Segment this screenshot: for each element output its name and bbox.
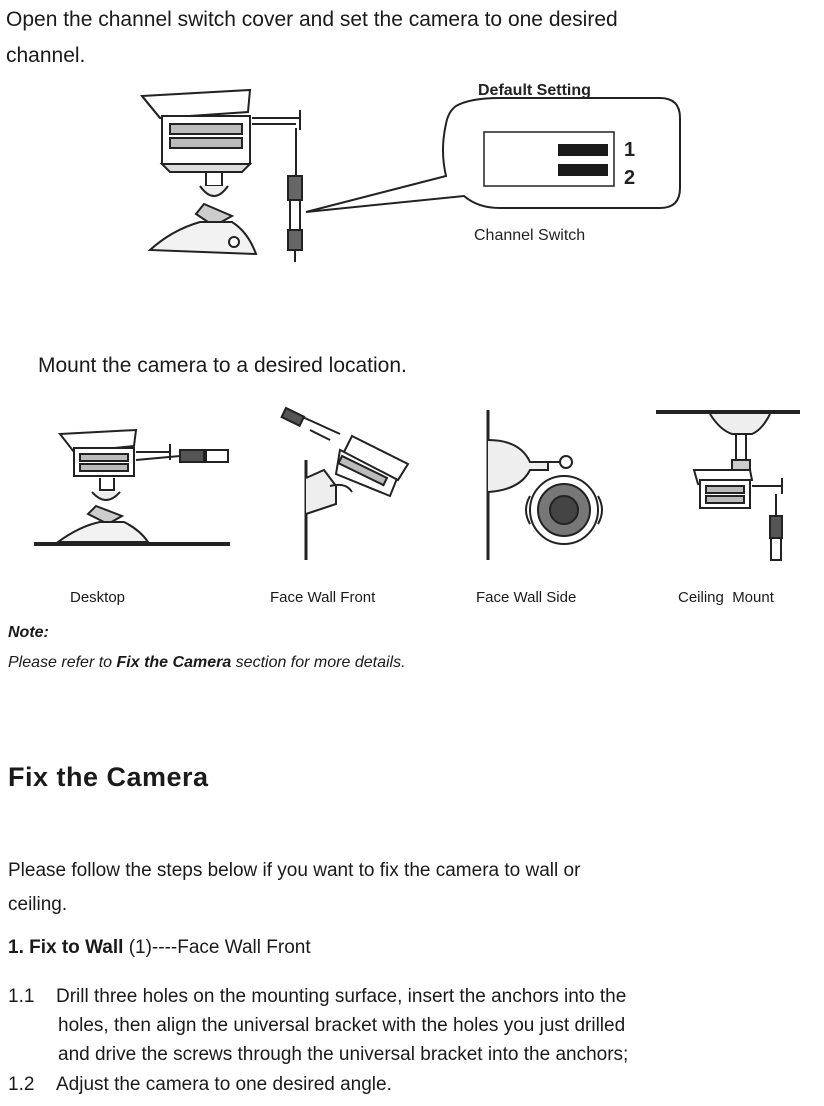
channel-switch-figure [0, 0, 824, 300]
note-emphasis: Fix the Camera [116, 654, 232, 671]
channel-switch-label: Channel Switch [474, 227, 586, 244]
section-intro-line-2: ceiling. [8, 894, 68, 915]
step-1-2-line [8, 1070, 392, 1099]
channel-2-label: 2 [624, 167, 636, 189]
desktop-label: Desktop [70, 589, 126, 606]
section-title: Fix the Camera [8, 762, 209, 792]
channel-1-label: 1 [624, 139, 636, 161]
step-1-2-text: Adjust the camera to one desired angle. [56, 1074, 392, 1095]
step-1-1-text-1: Drill three holes on the mounting surface, insert the anchors into the [56, 986, 627, 1007]
face-wall-side-illustration [488, 410, 602, 560]
step-1-1-line-3: and drive the screws through the universal bracket into the anchors; [58, 1044, 629, 1065]
step-1-2-number: 1.2 [8, 1074, 35, 1095]
face-wall-front-illustration [282, 408, 408, 560]
intro-line-1: Open the channel switch cover and set the camera to one desired [6, 8, 618, 31]
switch-lever-2 [558, 164, 608, 176]
ceiling-mount-label: Ceiling Mount [678, 589, 774, 606]
switch-housing [484, 132, 614, 186]
section-intro-line-1: Please follow the steps below if you want to fix the camera to wall or [8, 860, 581, 881]
desktop-mount-illustration [34, 430, 230, 544]
step-1-1-line-1 [8, 982, 626, 1011]
note-heading: Note: [8, 624, 49, 641]
mount-options-figure [0, 400, 824, 600]
face-wall-front-label: Face Wall Front [270, 589, 376, 606]
note-text [8, 654, 406, 672]
step-1-1-number: 1.1 [8, 986, 35, 1007]
face-wall-side-label: Face Wall Side [476, 589, 577, 606]
note-before: Please refer to [8, 654, 117, 671]
note-after: section for more details. [231, 654, 406, 671]
camera-illustration [142, 90, 302, 262]
mount-text: Mount the camera to a desired location. [38, 354, 407, 377]
step-1-1-line-2: holes, then align the universal bracket with the holes you just drilled [58, 1015, 626, 1036]
step-heading [8, 934, 311, 962]
switch-lever-1 [558, 144, 608, 156]
default-setting-label: Default Setting [478, 82, 591, 99]
intro-line-2: channel. [6, 44, 86, 67]
section-intro [8, 854, 808, 922]
ceiling-mount-illustration [656, 412, 800, 560]
step-heading-rest: (1)----Face Wall Front [123, 937, 311, 958]
step-heading-bold: 1. Fix to Wall [8, 937, 124, 958]
